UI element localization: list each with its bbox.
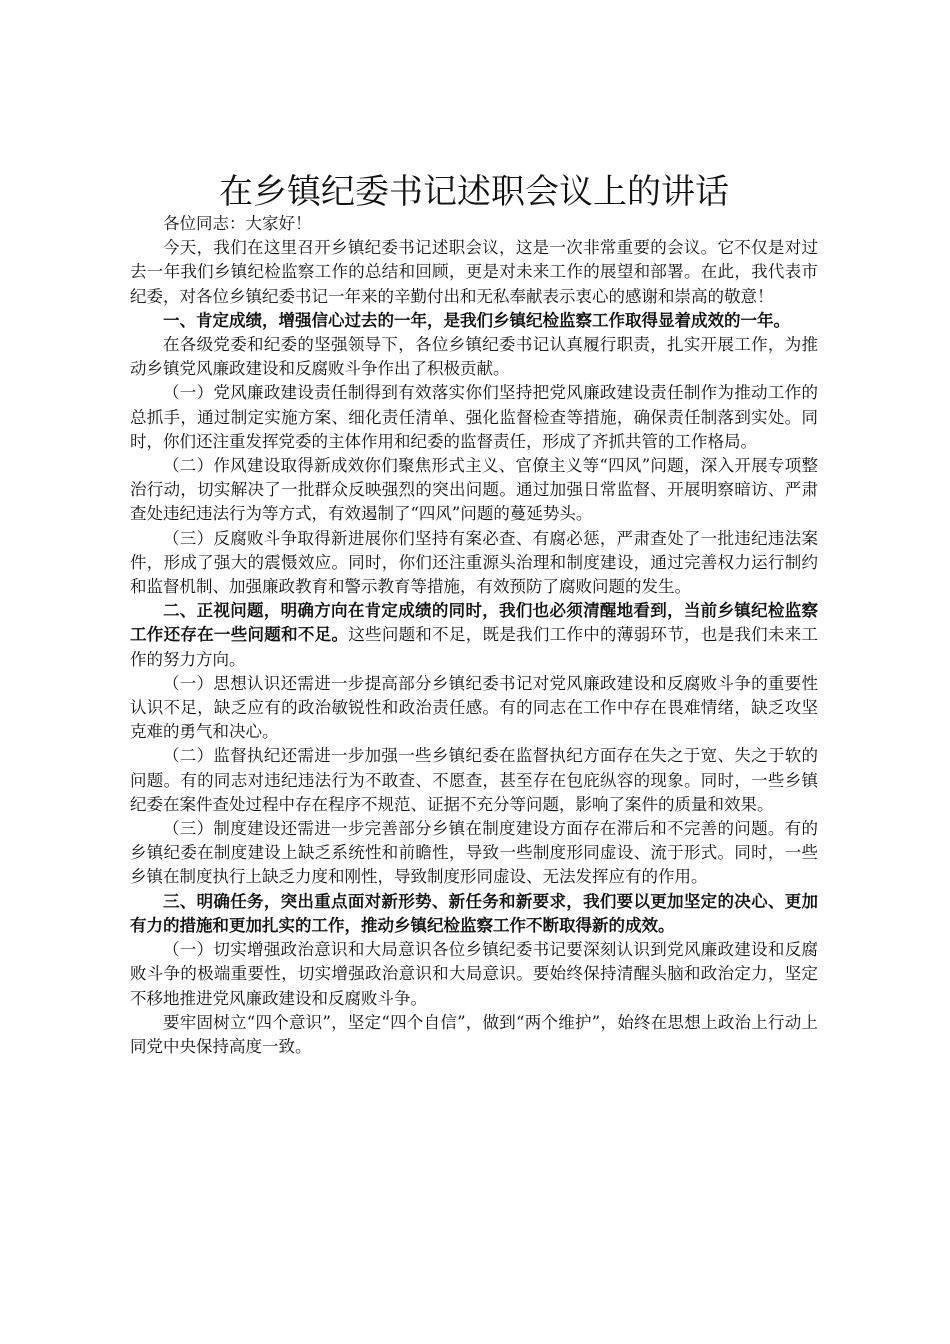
- greeting: 各位同志：大家好！: [163, 214, 312, 233]
- section2-item3: （三）制度建设还需进一步完善部分乡镇在制度建设方面存在滞后和不完善的问题。有的乡镇纪委在制度建设上缺乏系统性和前瞻性，导致一些制度形同虚设、流于形式。同时，一些乡镇在制度执行上缺乏力度和刚性，导致制度形同虚设、无法发挥应有的作用。: [130, 819, 818, 887]
- section1-item1: （一）党风廉政建设责任制得到有效落实你们坚持把党风廉政建设责任制作为推动工作的总抓手，通过制定实施方案、细化责任清单、强化监督检查等措施，确保责任制落到实处。同时，你们还注重发挥党委的主体作用和纪委的监督责任，形成了齐抓共管的工作格局。: [130, 383, 818, 451]
- section3-paragraph2: 要牢固树立“四个意识”，坚定“四个自信”，做到“两个维护”，始终在思想上政治上行动上同党中央保持高度一致。: [130, 1012, 818, 1056]
- section2-heading-tail: 这些问题和不足，既是我们工作中的薄弱环节，也是我们未来工作的努力方向。: [130, 625, 819, 669]
- section1-item2: （二）作风建设取得新成效你们聚焦形式主义、官僚主义等“四风”问题，深入开展专项整治行动，切实解决了一批群众反映强烈的突出问题。通过加强日常监督、开展明察暗访、严肃查处违纪违法行为等方式，有效遏制了“四风”问题的蔓延势头。: [130, 456, 818, 524]
- document-title: 在乡镇纪委书记述职会议上的讲话: [219, 172, 729, 212]
- intro-paragraph: 今天，我们在这里召开乡镇纪委书记述职会议，这是一次非常重要的会议。它不仅是对过去一年我们乡镇纪检监察工作的总结和回顾，更是对未来工作的展望和部署。在此，我代表市纪委，对各位乡镇纪委书记一年来的辛勤付出和无私奉献表示衷心的感谢和崇高的敬意！: [130, 238, 818, 306]
- section2-heading: 二、正视问题，明确方向在肯定成绩的同时，我们也必须清醒地看到，当前乡镇纪检监察工作还存在一些问题和不足。: [130, 601, 818, 645]
- section1-paragraph: 在各级党委和纪委的坚强领导下，各位乡镇纪委书记认真履行职责，扎实开展工作，为推动乡镇党风廉政建设和反腐败斗争作出了积极贡献。: [130, 335, 818, 379]
- section3-item1: （一）切实增强政治意识和大局意识各位乡镇纪委书记要深刻认识到党风廉政建设和反腐败斗争的极端重要性，切实增强政治意识和大局意识。要始终保持清醒头脑和政治定力，坚定不移地推进党风廉政建设和反腐败斗争。: [130, 940, 818, 1008]
- section1-heading: 一、肯定成绩，增强信心过去的一年，是我们乡镇纪检监察工作取得显着成效的一年。: [163, 310, 790, 330]
- section2-heading-paragraph: [130, 599, 818, 672]
- section2-item1: （一）思想认识还需进一步提高部分乡镇纪委书记对党风廉政建设和反腐败斗争的重要性认识不足，缺乏应有的政治敏锐性和政治责任感。有的同志在工作中存在畏难情绪，缺乏攻坚克难的勇气和决心。: [130, 673, 818, 742]
- section1-item3: （三）反腐败斗争取得新进展你们坚持有案必查、有腐必惩，严肃查处了一批违纪违法案件，形成了强大的震慑效应。同时，你们还注重源头治理和制度建设，通过完善权力运行制约和监督机制、加强廉政教育和警示教育等措施，有效预防了腐败问题的发生。: [130, 528, 818, 597]
- section2-item2: （二）监督执纪还需进一步加强一些乡镇纪委在监督执纪方面存在失之于宽、失之于软的问题。有的同志对违纪违法行为不敢查、不愿查，甚至存在包庇纵容的现象。同时，一些乡镇纪委在案件查处过程中存在程序不规范、证据不充分等问题，影响了案件的质量和效果。: [130, 746, 818, 814]
- document-page: [130, 168, 818, 1059]
- section3-heading: 三、明确任务，突出重点面对新形势、新任务和新要求，我们要以更加坚定的决心、更加有力的措施和更加扎实的工作，推动乡镇纪检监察工作不断取得新的成效。: [130, 891, 818, 935]
